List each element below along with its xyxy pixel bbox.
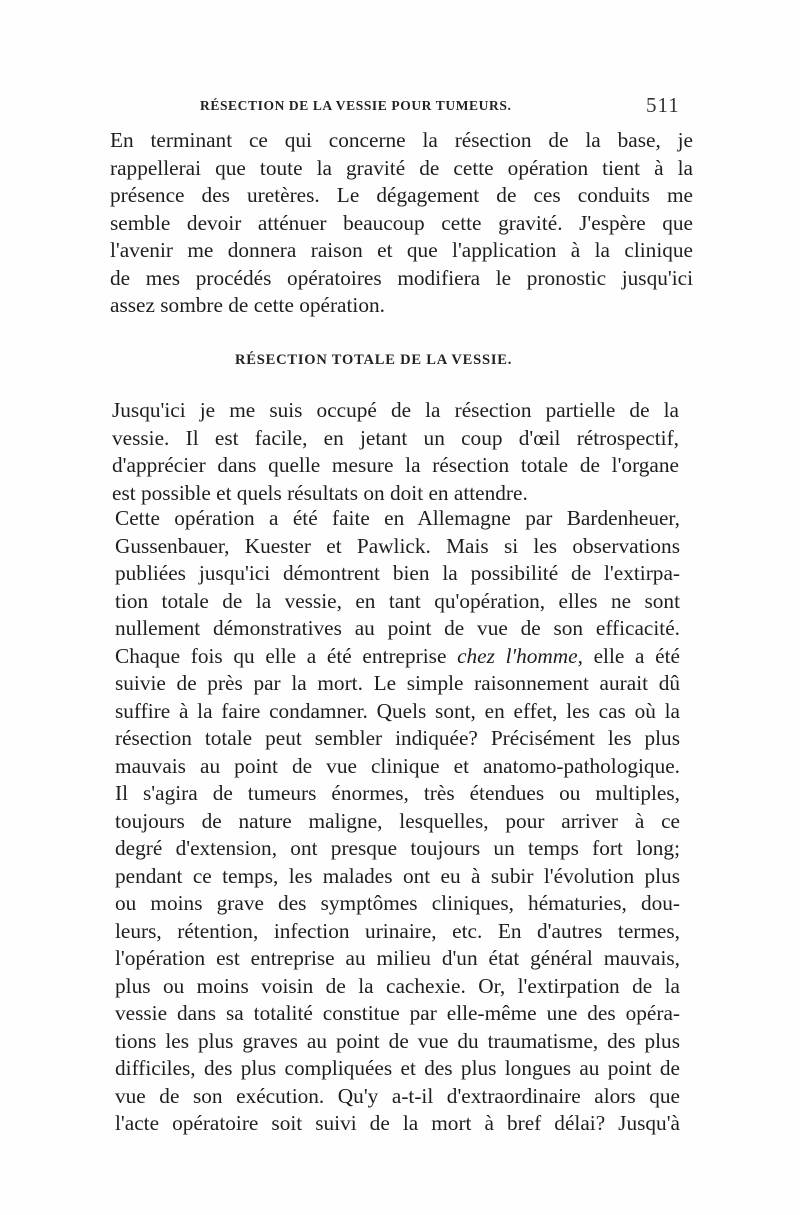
text-segment: , elle a été (577, 643, 680, 668)
text-line: En terminant ce qui concerne la résection de la base, je (110, 128, 693, 152)
paragraph-base-resection (110, 127, 693, 320)
page-number: 511 (646, 93, 680, 117)
text-line: vessie dans sa totalité constitue par elle-même une des opéra- (115, 1001, 680, 1025)
text-line: vessie. Il est facile, en jetant un coup d'œil rétrospectif, (112, 425, 679, 450)
text-line: rappellerai que toute la gravité de cette opération tient à la (110, 155, 693, 180)
text-line: résection totale peut sembler indiquée? Précisément les plus (115, 726, 680, 750)
text-line: Il s'agira de tumeurs énormes, très étendues ou multiples, (115, 781, 680, 805)
text-line: de mes procédés opératoires modifiera le pronostic jusqu'ici (110, 265, 693, 290)
text-line: est possible et quels résultats on doit en attendre. (112, 480, 528, 505)
text-line: l'acte opératoire soit suivi de la mort à bref délai? Jusqu'à (115, 1111, 680, 1135)
text-line: l'avenir me donnera raison et que l'application à la clinique (110, 238, 693, 262)
paragraph-intro-total-resection (112, 397, 679, 507)
text-line: tions les plus graves au point de vue du traumatisme, des plus (115, 1028, 680, 1053)
text-line: pendant ce temps, les malades ont eu à subir l'évolution plus (115, 863, 680, 888)
text-line: présence des uretères. Le dégagement de ces conduits me (110, 183, 693, 207)
text-line: degré d'extension, ont presque toujours un temps fort long; (115, 836, 680, 860)
text-line: difficiles, des plus compliquées et des plus longues au point de (115, 1056, 680, 1080)
text-line: toujours de nature maligne, lesquelles, pour arriver à ce (115, 808, 680, 833)
section-heading: RÉSECTION TOTALE DE LA VESSIE. (235, 352, 513, 368)
text-line: plus ou moins voisin de la cachexie. Or, l'extirpation de la (115, 973, 680, 998)
text-line: assez sombre de cette opération. (110, 293, 385, 317)
text-line: Gussenbauer, Kuester et Pawlick. Mais si les observations (115, 533, 680, 558)
text-line: Cette opération a été faite en Allemagne par Bardenheuer, (115, 506, 680, 530)
text-line: nullement démonstratives au point de vue de son efficacité. (115, 616, 680, 640)
text-line-with-italic (115, 643, 680, 671)
text-line: ou moins grave des symptômes cliniques, hématuries, dou- (115, 891, 680, 915)
running-title: RÉSECTION DE LA VESSIE POUR TUMEURS. (200, 98, 512, 113)
text-line: suffire à la faire condamner. Quels sont, en effet, les cas où la (115, 698, 680, 723)
text-line: l'opération est entreprise au milieu d'un état général mauvais, (115, 946, 680, 970)
text-line: publiées jusqu'ici démontrent bien la possibilité de l'extirpa- (115, 561, 680, 585)
paragraph-german-operations (115, 505, 680, 1138)
text-line: d'apprécier dans quelle mesure la résection totale de l'organe (112, 453, 679, 477)
text-line: semble devoir atténuer beaucoup cette gravité. J'espère que (110, 210, 693, 235)
text-line: mauvais au point de vue clinique et anatomo-pathologique. (115, 753, 680, 778)
italic-phrase: chez l'homme (457, 643, 578, 668)
text-line: tion totale de la vessie, en tant qu'opération, elles ne sont (115, 588, 680, 613)
text-line: Jusqu'ici je me suis occupé de la résection partielle de la (112, 398, 679, 422)
text-line: vue de son exécution. Qu'y a-t-il d'extraordinaire alors que (115, 1083, 680, 1108)
text-line: leurs, rétention, infection urinaire, etc. En d'autres termes, (115, 918, 680, 943)
text-segment: Chaque fois qu elle a été entreprise (115, 643, 447, 668)
text-line: suivie de près par la mort. Le simple raisonnement aurait dû (115, 671, 680, 695)
